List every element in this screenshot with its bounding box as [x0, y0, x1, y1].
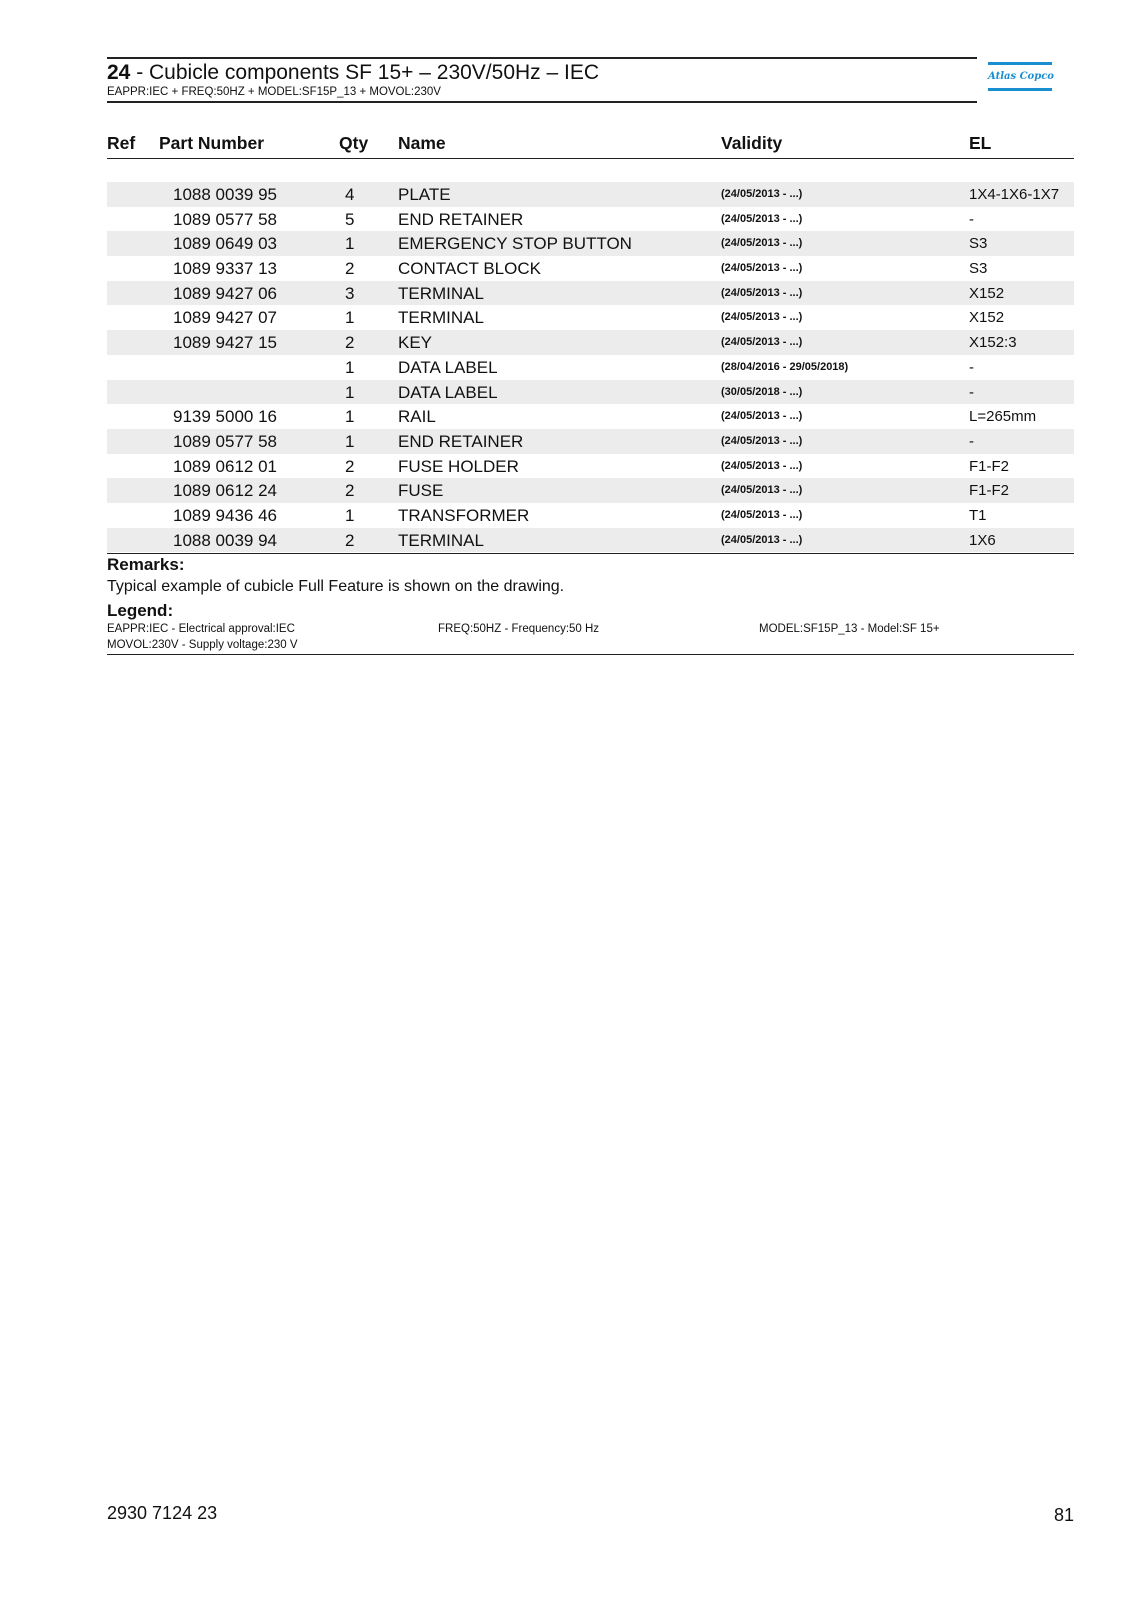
legend-item: EAPPR:IEC - Electrical approval:IEC	[107, 623, 295, 635]
table-row	[107, 231, 1074, 256]
validity-cell: (24/05/2013 - ...)	[721, 533, 803, 546]
qty-cell: 1	[345, 407, 355, 427]
section-title: - Cubicle components SF 15+ – 230V/50Hz – IEC	[130, 61, 600, 84]
part-number-cell: 1089 9337 13	[173, 259, 277, 279]
part-number-cell: 1088 0039 95	[173, 185, 277, 204]
part-number-cell: 1089 0577 58	[173, 431, 277, 451]
table-header	[107, 130, 1074, 159]
remarks-heading: Remarks:	[107, 555, 185, 574]
part-number-cell: 9139 5000 16	[173, 407, 277, 427]
part-number-cell: 1089 9436 46	[173, 505, 277, 525]
validity-cell: (28/04/2016 - 29/05/2018)	[721, 360, 849, 373]
validity-cell: (30/05/2018 - ...)	[721, 385, 803, 398]
column-header-qty: Qty	[339, 133, 369, 153]
qty-cell: 2	[345, 259, 355, 279]
el-cell: T1	[969, 506, 987, 524]
el-cell: X152:3	[969, 334, 1017, 352]
table-row	[107, 478, 1074, 503]
page-title	[107, 61, 599, 85]
validity-cell: (24/05/2013 - ...)	[721, 188, 803, 200]
page-subtitle: EAPPR:IEC + FREQ:50HZ + MODEL:SF15P_13 + MOVOL:230V	[107, 86, 441, 98]
table-bottom-rule	[107, 553, 1074, 554]
part-number-cell: 1089 9427 15	[173, 333, 277, 353]
logo-bottom-bar	[988, 88, 1052, 91]
part-number-cell: 1089 9427 07	[173, 308, 277, 328]
name-cell: KEY	[398, 333, 433, 353]
part-number-cell: 1089 9427 06	[173, 283, 277, 303]
qty-cell: 1	[345, 382, 355, 402]
el-cell: -	[969, 358, 974, 376]
qty-cell: 4	[345, 185, 355, 204]
parts-table-body	[107, 182, 1074, 552]
legend-item: MOVOL:230V - Supply voltage:230 V	[107, 639, 298, 651]
page-number: 81	[1053, 1505, 1074, 1525]
brand-logo	[988, 62, 1052, 94]
el-cell: S3	[969, 260, 988, 278]
table-row	[107, 330, 1074, 355]
column-header-el: EL	[969, 133, 992, 153]
el-cell: F1-F2	[969, 457, 1010, 475]
remarks-text: Typical example of cubicle Full Feature is shown on the drawing.	[107, 578, 565, 595]
qty-cell: 1	[345, 505, 355, 525]
section-number: 24	[107, 61, 131, 84]
part-number-cell: 1089 0612 01	[173, 456, 277, 476]
validity-cell: (24/05/2013 - ...)	[721, 508, 803, 521]
table-row	[107, 429, 1074, 454]
qty-cell: 5	[345, 209, 355, 229]
table-row	[107, 454, 1074, 479]
validity-cell: (24/05/2013 - ...)	[721, 262, 803, 275]
qty-cell: 2	[345, 530, 355, 550]
name-cell: DATA LABEL	[398, 382, 498, 402]
el-cell: F1-F2	[969, 482, 1010, 500]
table-row	[107, 503, 1074, 528]
validity-cell: (24/05/2013 - ...)	[721, 410, 803, 423]
part-number-cell: 1089 0577 58	[173, 209, 277, 229]
table-row	[107, 380, 1074, 405]
table-row	[107, 528, 1074, 553]
name-cell: FUSE	[398, 481, 444, 501]
name-cell: DATA LABEL	[398, 357, 498, 377]
table-row	[107, 404, 1074, 429]
table-row	[107, 305, 1074, 330]
qty-cell: 1	[345, 431, 355, 451]
column-header-ref: Ref	[107, 133, 136, 153]
name-cell: TERMINAL	[398, 308, 484, 328]
qty-cell: 2	[345, 333, 355, 353]
logo-top-bar	[988, 62, 1052, 65]
name-cell: TRANSFORMER	[398, 505, 530, 525]
name-cell: END RETAINER	[398, 431, 524, 451]
validity-cell: (24/05/2013 - ...)	[721, 459, 803, 472]
column-header-part-number: Part Number	[159, 133, 265, 153]
validity-cell: (24/05/2013 - ...)	[721, 434, 803, 447]
name-cell: PLATE	[398, 185, 451, 204]
el-cell: X152	[969, 309, 1005, 327]
qty-cell: 1	[345, 308, 355, 328]
validity-cell: (24/05/2013 - ...)	[721, 286, 803, 299]
qty-cell: 1	[345, 357, 355, 377]
part-number-cell: 1088 0039 94	[173, 530, 277, 550]
legend-item: FREQ:50HZ - Frequency:50 Hz	[438, 623, 600, 635]
el-cell: 1X6	[969, 531, 996, 549]
document-number: 2930 7124 23	[107, 1503, 218, 1523]
legend-bottom-rule	[107, 654, 1074, 655]
table-row	[107, 182, 1074, 207]
name-cell: END RETAINER	[398, 209, 524, 229]
name-cell: TERMINAL	[398, 283, 484, 303]
legend-item: MODEL:SF15P_13 - Model:SF 15+	[759, 623, 940, 635]
validity-cell: (24/05/2013 - ...)	[721, 237, 803, 250]
validity-cell: (24/05/2013 - ...)	[721, 484, 803, 497]
el-cell: L=265mm	[969, 408, 1037, 426]
qty-cell: 3	[345, 283, 355, 303]
name-cell: FUSE HOLDER	[398, 456, 519, 476]
table-row	[107, 256, 1074, 281]
validity-cell: (24/05/2013 - ...)	[721, 212, 803, 225]
table-row	[107, 355, 1074, 380]
qty-cell: 1	[345, 234, 355, 254]
validity-cell: (24/05/2013 - ...)	[721, 336, 803, 349]
el-cell: S3	[969, 235, 988, 253]
table-row	[107, 207, 1074, 232]
el-cell: X152	[969, 284, 1005, 302]
name-cell: TERMINAL	[398, 530, 484, 550]
name-cell: RAIL	[398, 407, 436, 427]
el-cell: 1X4-1X6-1X7	[969, 186, 1060, 203]
logo-text: Atlas Copco	[988, 71, 1054, 82]
name-cell: CONTACT BLOCK	[398, 259, 541, 279]
page-header	[107, 57, 977, 103]
part-number-cell: 1089 0649 03	[173, 234, 277, 254]
validity-cell: (24/05/2013 - ...)	[721, 311, 803, 324]
column-header-validity: Validity	[721, 133, 783, 153]
name-cell: EMERGENCY STOP BUTTON	[398, 234, 632, 254]
column-header-name: Name	[398, 133, 446, 153]
table-row	[107, 281, 1074, 306]
legend-heading: Legend:	[107, 601, 174, 620]
part-number-cell: 1089 0612 24	[173, 481, 277, 501]
el-cell: -	[969, 383, 974, 401]
qty-cell: 2	[345, 456, 355, 476]
el-cell: -	[969, 210, 974, 228]
el-cell: -	[969, 432, 974, 450]
qty-cell: 2	[345, 481, 355, 501]
